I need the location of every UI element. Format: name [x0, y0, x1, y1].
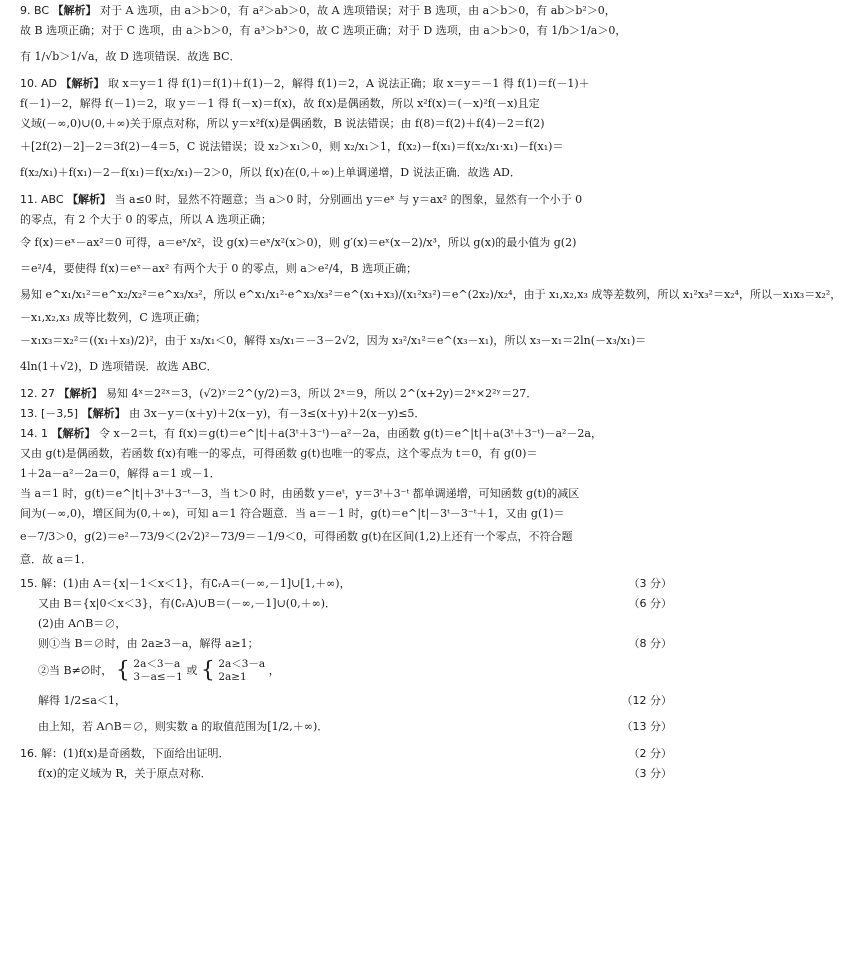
analysis-tag: 【解析】: [52, 4, 97, 17]
text-line: f(x₂/x₁)＋f(x₁)－2－f(x₁)＝f(x₂/x₁)－2＞0，所以 f(x)在(0,＋∞)上单调递增，D 说法正确．故选 AD．: [20, 166, 521, 179]
text-line: 易知 e^x₁/x₁²＝e^x₂/x₂²＝e^x₃/x₃²，所以 e^x₁/x₁²·e^x₃/x₃²＝e^(x₁+x₃)/(x₁²x₃²)＝e^(2x₂)/x₂⁴，由于 x₁,x₂,x₃ 成等差数列，所以 x₁²x₃²＝x₂⁴，所以－x₁x₃＝x₂²，: [20, 288, 841, 301]
answer: 27: [41, 387, 55, 400]
left-brace-icon: {: [200, 658, 215, 683]
or-word: 或: [186, 664, 198, 677]
text-line: f(－1)－2，解得 f(－1)＝2，取 y＝－1 得 f(－x)＝f(x)，故 f(x)是偶函数，所以 x²f(x)＝(－x)²f(－x)且定: [20, 97, 540, 110]
inequality: 2a≥1: [218, 671, 247, 683]
text-line: 解：(1)f(x)是奇函数，下面给出证明．: [41, 747, 230, 760]
answer: [－3,5]: [41, 407, 79, 420]
question-number: 11.: [20, 193, 38, 206]
answer: ABC: [41, 193, 64, 206]
question-number: 16.: [20, 747, 38, 760]
inequality-system-a: [133, 658, 182, 684]
text-line: 令 x－2＝t，有 f(x)＝g(t)＝e^|t|＋a(3ᵗ＋3⁻ᵗ)－a²－2a，由函数 g(t)＝e^|t|＋a(3ᵗ＋3⁻ᵗ)－a²－2a，: [99, 427, 602, 440]
text-line: f(x)的定义域为 R，关于原点对称．: [38, 767, 212, 780]
inequality: 3－a≤－1: [133, 671, 183, 683]
inequality-system-b: [218, 658, 265, 684]
solution-12: [20, 384, 672, 404]
text-line: 对于 A 选项，由 a＞b＞0，有 a²＞ab＞0，故 A 选项错误；对于 B 选项，由 a＞b＞0，有 ab＞b²＞0，: [100, 4, 616, 17]
text-line: 4ln(1＋√2)，D 选项错误．故选 ABC．: [20, 360, 218, 373]
analysis-tag: 【解析】: [60, 77, 105, 90]
text-line: ②当 B≠∅时，: [38, 664, 113, 677]
answer: AD: [41, 77, 57, 90]
inequality-system-line: [20, 654, 672, 688]
score-mark: （3 分）: [628, 577, 672, 590]
text-line: 意．故 a＝1．: [20, 553, 93, 566]
text-line: 间为(－∞,0)，增区间为(0,＋∞)，可知 a＝1 符合题意．当 a＝－1 时，g(t)＝e^|t|－3ᵗ－3⁻ᵗ＋1，又由 g(1)＝: [20, 507, 565, 520]
question-number: 15.: [20, 577, 38, 590]
text-line: e－7/3＞0，g(2)＝e²－73/9＜(2√2)²－73/9＝－1/9＜0，可得函数 g(t)在区间(1,2)上还有一个零点，不符合题: [20, 530, 573, 543]
solution-13: [20, 404, 672, 424]
text-line: 由 3x－y＝(x＋y)＋2(x－y)，有－3≤(x＋y)＋2(x－y)≤5．: [129, 407, 426, 420]
question-number: 10.: [20, 77, 38, 90]
analysis-tag: 【解析】: [51, 427, 96, 440]
text-line: 解：(1)由 A＝{x|－1＜x＜1}，有∁ᵣA＝(－∞,－1]∪[1,＋∞)，: [41, 577, 351, 590]
analysis-tag: 【解析】: [58, 387, 103, 400]
text-line: 当 a≤0 时，显然不符题意；当 a＞0 时，分别画出 y＝eˣ 与 y＝ax² 的图象，显然有一个小于 0: [114, 193, 583, 206]
score-mark: （13 分）: [621, 720, 672, 733]
score-mark: （12 分）: [621, 694, 672, 707]
inequality: 2a＜3－a: [133, 658, 181, 670]
solution-14: [20, 424, 672, 570]
left-brace-icon: {: [115, 658, 130, 683]
text-line: 义域(－∞,0)∪(0,＋∞)关于原点对称，所以 y＝x²f(x)是偶函数，B 说法错误；由 f(8)＝f(2)＋f(4)－2＝f(2): [20, 117, 545, 130]
solution-11: [20, 190, 841, 380]
score-mark: （6 分）: [628, 597, 672, 610]
answer: BC: [34, 4, 50, 17]
question-number: 14.: [20, 427, 38, 440]
text-line: 令 f(x)＝eˣ－ax²＝0 可得，a＝eˣ/x²，设 g(x)＝eˣ/x²(x＞0)，则 g′(x)＝eˣ(x－2)/x³，所以 g(x)的最小值为 g(2): [20, 236, 577, 249]
inequality: 2a＜3－a: [218, 658, 266, 670]
question-number: 13.: [20, 407, 38, 420]
analysis-tag: 【解析】: [67, 193, 112, 206]
analysis-tag: 【解析】: [81, 407, 126, 420]
text-line: 由上知，若 A∩B＝∅，则实数 a 的取值范围为[1/2,＋∞)．: [38, 720, 329, 733]
question-number: 12.: [20, 387, 38, 400]
solution-15: [20, 574, 672, 740]
question-number: 9.: [20, 4, 31, 17]
solution-10: [20, 74, 672, 186]
text-line: 又由 g(t)是偶函数，若函数 f(x)有唯一的零点，可得函数 g(t)也唯一的零点，这个零点为 t＝0，有 g(0)＝: [20, 447, 538, 460]
text-line: 的零点，有 2 个大于 0 的零点，所以 A 选项正确；: [20, 213, 272, 226]
text-line: 1＋2a－a²－2a＝0，解得 a＝1 或－1．: [20, 467, 221, 480]
text-line: 又由 B＝{x|0＜x＜3}，有(∁ᵣA)∪B＝(－∞,－1]∪(0,＋∞)．: [38, 597, 337, 610]
solution-9: [20, 4, 672, 70]
text-line: 则①当 B＝∅时，由 2a≥3－a，解得 a≥1；: [38, 637, 259, 650]
score-mark: （3 分）: [628, 767, 672, 780]
solution-16: [20, 744, 672, 784]
text-line: (2)由 A∩B＝∅，: [38, 617, 127, 630]
text-line: 当 a＝1 时，g(t)＝e^|t|＋3ᵗ＋3⁻ᵗ－3，当 t＞0 时，由函数 y＝eᵗ，y＝3ᵗ＋3⁻ᵗ 都单调递增，可知函数 g(t)的减区: [20, 487, 580, 500]
text-line: ，: [268, 664, 280, 677]
text-line: ＝e²/4，要使得 f(x)＝eˣ－ax² 有两个大于 0 的零点，则 a＞e²/4，B 选项正确；: [20, 262, 418, 275]
text-line: 易知 4ˣ＝2²ˣ＝3，(√2)ʸ＝2^(y/2)＝3，所以 2ˣ＝9，所以 2^(x+2y)＝2ˣ×2²ʸ＝27．: [106, 387, 538, 400]
text-line: ＋[2f(2)－2]－2＝3f(2)－4＝5，C 说法错误；设 x₂＞x₁＞0，则 x₂/x₁＞1，f(x₂)－f(x₁)＝f(x₂/x₁·x₁)－f(x₁)＝: [20, 140, 564, 153]
text-line: 有 1/√b＞1/√a，故 D 选项错误．故选 BC．: [20, 50, 241, 63]
text-line: 故 B 选项正确；对于 C 选项，由 a＞b＞0，有 a³＞b³＞0，故 C 选项正确；对于 D 选项，由 a＞b＞0，有 1/b＞1/a＞0，: [20, 24, 627, 37]
text-line: －x₁x₃＝x₂²＝((x₁＋x₃)/2)²，由于 x₃/x₁＜0，解得 x₃/x₁＝－3－2√2，因为 x₃²/x₁²＝e^(x₃－x₁)，所以 x₃－x₁＝2ln(－x₃/x₁)＝: [20, 334, 647, 347]
text-line: －x₁,x₂,x₃ 成等比数列，C 选项正确；: [20, 311, 207, 324]
score-mark: （8 分）: [628, 637, 672, 650]
text-line: 解得 1/2≤a＜1，: [38, 694, 126, 707]
score-mark: （2 分）: [628, 747, 672, 760]
answer: 1: [41, 427, 48, 440]
text-line: 取 x＝y＝1 得 f(1)＝f(1)＋f(1)－2，解得 f(1)＝2，A 说法正确；取 x＝y＝－1 得 f(1)＝f(－1)＋: [108, 77, 590, 90]
